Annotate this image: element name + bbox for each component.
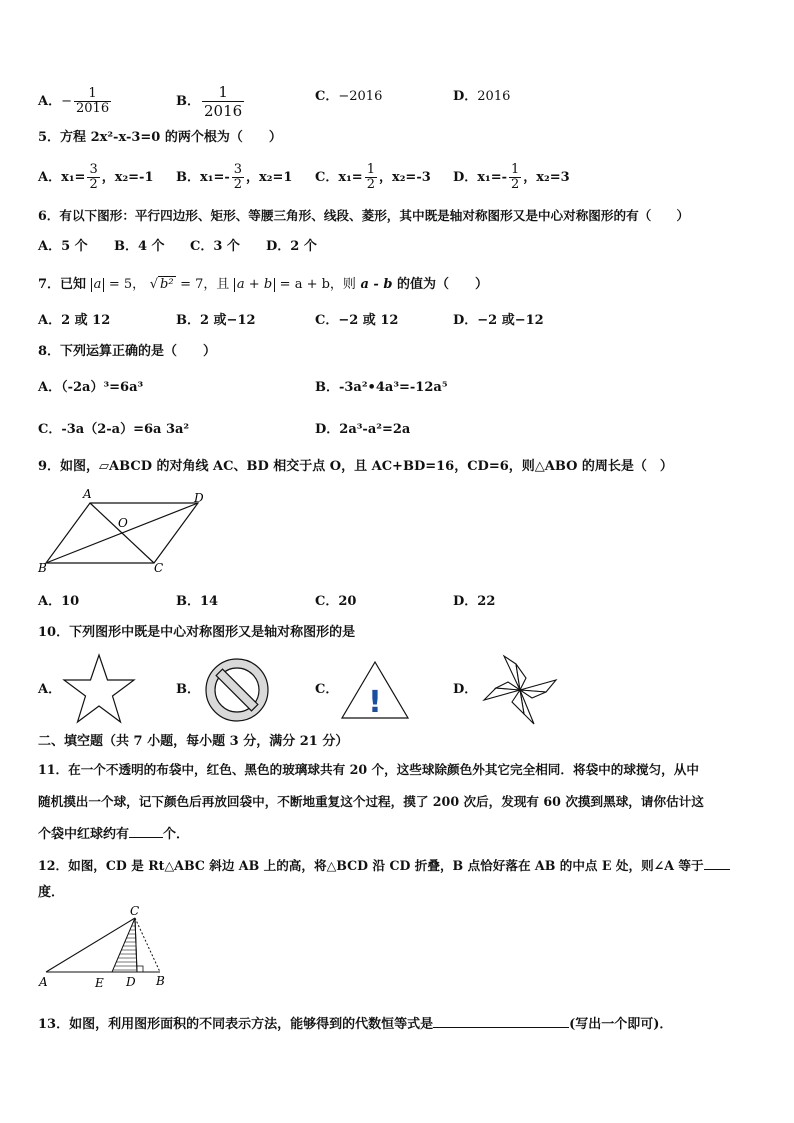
q5-option-b: B．x₁=- $\frac{3}{2}$ ，x₂=1 (176, 162, 293, 192)
q8-option-a: A．（-2a）³=6a³ (38, 380, 144, 395)
q13-line: 13．如图，利用图形面积的不同表示方法，能够得到的代数恒等式是 (写出一个即可)． (38, 1013, 672, 1034)
q12-label-e: E (95, 976, 104, 990)
q12-label-a: A (39, 975, 48, 989)
q11-line2: 随机摸出一个球，记下颜色后再放回袋中，不断地重复这个过程，摸了 200 次后，发现有 60 次摸到黑球，请你估计这 (38, 794, 704, 809)
q9-diagonal-bd (46, 503, 198, 563)
q12-triangle-figure (36, 904, 170, 990)
section2-title: 二、填空题（共 7 小题，每小题 3 分，满分 21 分） (38, 734, 349, 749)
q5-option-d: D．x₁=- $\frac{1}{2}$ ，x₂=3 (453, 162, 570, 192)
q13-answer-blank[interactable] (433, 1013, 569, 1028)
q7-abs-a: a (91, 278, 105, 292)
q8-option-d: D．2a³-a²=2a (315, 422, 411, 437)
q4-option-d: D．2016 (453, 89, 511, 104)
q9-option-c: C．20 (315, 594, 357, 609)
pinwheel-icon (480, 652, 560, 728)
warning-triangle-icon (340, 660, 410, 720)
q7-sqrt: √ b² (149, 277, 174, 292)
q12-label-b: B (156, 974, 165, 988)
q9-option-d: D．22 (453, 594, 496, 609)
prohibition-sign-icon (204, 657, 270, 723)
q10-option-a-label: A． (38, 682, 62, 697)
q4-option-a: A．− $\frac{1}{2016}$ (38, 86, 110, 116)
q10-option-b-label: B． (176, 682, 200, 697)
q12-folded-triangle (112, 918, 137, 972)
q4-option-b: B． $\frac{1}{2016}$ (176, 83, 243, 120)
q10-stem: 10．下列图形中既是中心对称图形又是轴对称图形的是 (38, 625, 356, 640)
q7-option-d: D．−2 或−12 (453, 313, 544, 328)
q9-parallelogram-figure (36, 486, 216, 576)
q9-stem: 9．如图，▱ABCD 的对角线 AC、BD 相交于点 O，且 AC+BD=16，CD=6，则△ABO 的周长是（ ） (38, 459, 673, 474)
q9-label-d: D (194, 491, 204, 505)
q6-option-a: A．5 个 (38, 239, 88, 254)
q6-stem: 6．有以下图形：平行四边形、矩形、等腰三角形、线段、菱形，其中既是轴对称图形又是中心对称图形的有（ ） (38, 208, 690, 223)
q5-option-a: A．x₁= $\frac{3}{2}$ ，x₂=-1 (38, 162, 154, 192)
q9-option-a: A．10 (38, 594, 80, 609)
q9-label-c: C (154, 561, 164, 575)
q7-stem: 7．已知 a = 5， √ b² = 7，且 a + b = a + b，则 a - b 的值为（ ） (38, 277, 488, 292)
q5-stem: 5．方程 2x²-x-3=0 的两个根为（ ） (38, 130, 282, 145)
q12-right-angle-mark (137, 966, 143, 972)
q8-option-c: C．-3a（2-a）=6a 3a² (38, 422, 190, 437)
q7-option-c: C．−2 或 12 (315, 313, 399, 328)
q7-option-b: B．2 或−12 (176, 313, 256, 328)
q10-option-d-label: D． (453, 682, 478, 697)
q6-option-c: C．3 个 (190, 239, 240, 254)
q7-option-a: A．2 或 12 (38, 313, 111, 328)
q10-option-c-label: C． (315, 682, 339, 697)
q12-label-d: D (126, 975, 136, 989)
q8-stem: 8．下列运算正确的是（ ） (38, 344, 217, 359)
star-icon (62, 653, 136, 725)
q11-answer-blank[interactable] (129, 823, 163, 838)
q6-option-b: B．4 个 (114, 239, 165, 254)
q4-option-c: C．−2016 (315, 89, 383, 104)
q9-label-b: B (38, 561, 47, 575)
q5-option-c: C．x₁= $\frac{1}{2}$ ，x₂=-3 (315, 162, 431, 192)
q12-answer-blank[interactable] (704, 855, 730, 870)
q8-option-b: B．-3a²•4a³=-12a⁵ (315, 380, 448, 395)
q12-side-cb-dashed (135, 918, 160, 972)
q9-label-a: A (83, 487, 92, 501)
q9-option-b: B．14 (176, 594, 219, 609)
q12-line1: 12．如图，CD 是 Rt△ABC 斜边 AB 上的高，将△BCD 沿 CD 折叠，B 点恰好落在 AB 的中点 E 处，则∠A 等于 (38, 855, 730, 875)
q12-line2: 度． (38, 885, 65, 900)
q12-label-c: C (130, 904, 140, 918)
warning-exclamation: ! (368, 685, 382, 720)
q9-label-o: O (118, 516, 128, 530)
q11-line3: 个袋中红球约有 个． (38, 823, 189, 844)
q7-abs-ab: a + b (234, 278, 275, 292)
q11-line1: 11．在一个不透明的布袋中，红色、黑色的玻璃球共有 20 个，这些球除颜色外其它完全相同．将袋中的球搅匀，从中 (38, 762, 699, 777)
q6-option-d: D．2 个 (266, 239, 317, 254)
